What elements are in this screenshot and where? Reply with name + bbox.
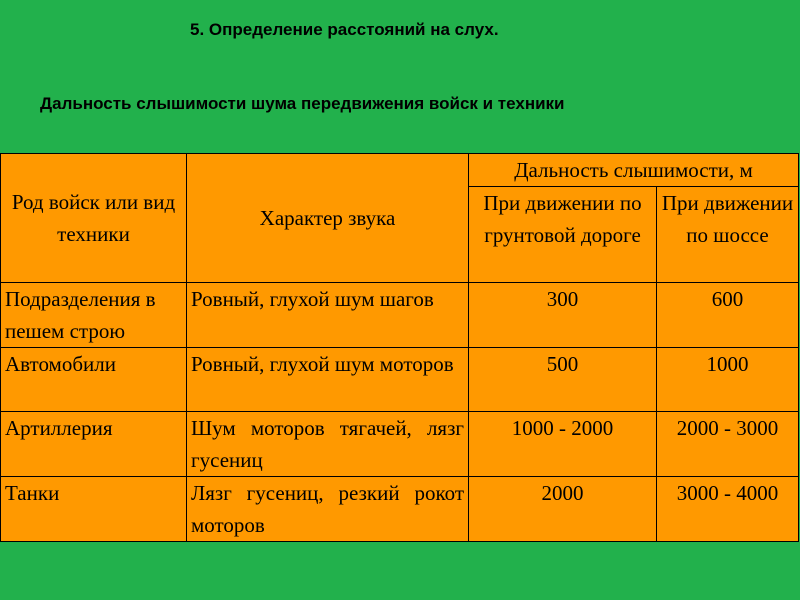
cell-highway-distance: 600 xyxy=(657,283,799,348)
slide-subtitle: Дальность слышимости шума передвижения войск и техники xyxy=(40,94,565,113)
header-highway: При движении по шоссе xyxy=(657,187,799,283)
header-sound-character: Характер звука xyxy=(187,154,469,283)
cell-sound: Лязг гусениц, резкий рокот моторов xyxy=(187,477,469,542)
table-row xyxy=(1,283,799,348)
cell-highway-distance: 2000 - 3000 xyxy=(657,412,799,477)
cell-dirt-distance: 500 xyxy=(469,348,657,412)
cell-dirt-distance: 1000 - 2000 xyxy=(469,412,657,477)
cell-sound: Шум моторов тягачей, лязг гусениц xyxy=(187,412,469,477)
header-hearing-range-group: Дальность слышимости, м xyxy=(469,154,799,187)
cell-troop-type: Артиллерия xyxy=(1,412,187,477)
table-row xyxy=(1,412,799,477)
cell-highway-distance: 1000 xyxy=(657,348,799,412)
cell-sound: Ровный, глухой шум моторов xyxy=(187,348,469,412)
slide-title: 5. Определение расстояний на слух. xyxy=(190,20,499,39)
cell-highway-distance: 3000 - 4000 xyxy=(657,477,799,542)
cell-troop-type: Танки xyxy=(1,477,187,542)
cell-sound: Ровный, глухой шум шагов xyxy=(187,283,469,348)
table-row xyxy=(1,477,799,542)
hearing-distance-table xyxy=(0,153,799,542)
cell-dirt-distance: 300 xyxy=(469,283,657,348)
cell-troop-type: Автомобили xyxy=(1,348,187,412)
table-row xyxy=(1,348,799,412)
cell-troop-type: Подразделения в пешем строю xyxy=(1,283,187,348)
header-dirt-road: При движении по грунтовой дороге xyxy=(469,187,657,283)
cell-dirt-distance: 2000 xyxy=(469,477,657,542)
header-troop-type: Род войск или вид техники xyxy=(1,154,187,283)
